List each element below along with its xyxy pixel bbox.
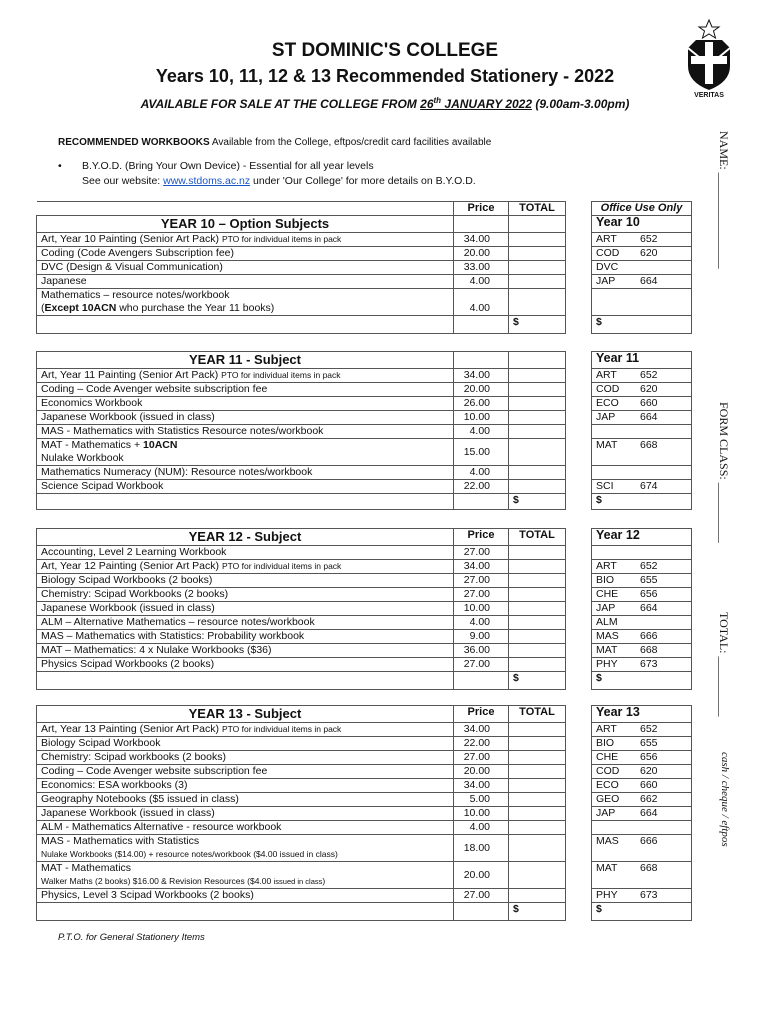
year12-title: YEAR 12 - Subject bbox=[37, 529, 454, 546]
total-cell[interactable] bbox=[509, 411, 566, 425]
office-number: 662 bbox=[640, 793, 658, 805]
item-name: Japanese Workbook (issued in class) bbox=[37, 602, 454, 616]
total-cell[interactable] bbox=[509, 275, 566, 289]
table-row bbox=[37, 616, 692, 630]
total-cell[interactable] bbox=[509, 439, 566, 466]
item-name: Mathematics Numeracy (NUM): Resource notes/workbook bbox=[37, 466, 454, 480]
office-code: SCI bbox=[596, 480, 614, 492]
office-number: 656 bbox=[640, 588, 658, 600]
total-cell[interactable] bbox=[509, 425, 566, 439]
office-code: MAS bbox=[596, 835, 619, 847]
item-name: MAS - Mathematics with Statistics bbox=[41, 835, 200, 847]
total-cell[interactable] bbox=[509, 588, 566, 602]
item-price: 27.00 bbox=[454, 658, 509, 672]
workbooks-text: Available from the College, eftpos/credit card facilities available bbox=[211, 137, 492, 148]
total-cell[interactable] bbox=[509, 630, 566, 644]
year10-office-dollar: $ bbox=[592, 316, 692, 334]
table-row bbox=[37, 835, 692, 862]
item-qualifier bbox=[41, 302, 449, 315]
item-price: 26.00 bbox=[454, 397, 509, 411]
item-price: 20.00 bbox=[454, 247, 509, 261]
header-spacer bbox=[37, 202, 454, 216]
year10-label: Year 10 bbox=[592, 216, 692, 233]
item-price: 4.00 bbox=[454, 466, 509, 480]
office-code: PHY bbox=[596, 658, 618, 670]
office-code: ECO bbox=[596, 397, 619, 409]
office-number: 652 bbox=[640, 560, 658, 572]
office-number: 674 bbox=[640, 480, 658, 492]
availability-hours: (9.00am-3.00pm) bbox=[535, 97, 630, 111]
office-number: 673 bbox=[640, 889, 658, 901]
total-header: TOTAL bbox=[509, 529, 566, 546]
office-code: COD bbox=[596, 383, 620, 395]
total-header: TOTAL bbox=[509, 202, 566, 216]
total-cell[interactable] bbox=[509, 602, 566, 616]
table-row bbox=[37, 480, 692, 494]
year11-total-dollar[interactable]: $ bbox=[509, 494, 566, 510]
table-row bbox=[37, 602, 692, 616]
document-subtitle: Years 10, 11, 12 & 13 Recommended Stationery - 2022 bbox=[155, 66, 615, 86]
payment-method-label: cash / cheque / eftpos bbox=[719, 752, 731, 847]
byod-line-2 bbox=[82, 174, 476, 189]
office-code: GEO bbox=[596, 793, 620, 805]
office-code: JAP bbox=[596, 602, 616, 614]
office-code: MAT bbox=[596, 439, 618, 451]
table-row bbox=[37, 560, 692, 574]
item-name: ALM - Mathematics Alternative - resource workbook bbox=[37, 821, 454, 835]
item-price: 5.00 bbox=[454, 793, 509, 807]
total-cell[interactable] bbox=[509, 644, 566, 658]
qualifier-bold: Except 10ACN bbox=[44, 302, 117, 314]
total-cell[interactable] bbox=[509, 397, 566, 411]
office-number: 620 bbox=[640, 765, 658, 777]
table-row bbox=[37, 723, 692, 737]
item-price: 20.00 bbox=[454, 862, 509, 889]
year10-table bbox=[36, 201, 692, 334]
office-code: ALM bbox=[596, 616, 618, 628]
crest-icon bbox=[684, 18, 734, 100]
item-name-text: MAT - Mathematics + bbox=[41, 439, 141, 451]
year13-label: Year 13 bbox=[592, 706, 692, 723]
item-name: Physics Scipad Workbooks (2 books) bbox=[37, 658, 454, 672]
item-price: 33.00 bbox=[454, 261, 509, 275]
item-price: 4.00 bbox=[454, 821, 509, 835]
year10-total-dollar[interactable]: $ bbox=[509, 316, 566, 334]
item-name: Japanese Workbook (issued in class) bbox=[37, 411, 454, 425]
table-row bbox=[37, 369, 692, 383]
total-cell[interactable] bbox=[509, 862, 566, 889]
office-code: MAT bbox=[596, 644, 618, 656]
item-price: 22.00 bbox=[454, 737, 509, 751]
item-price: 10.00 bbox=[454, 807, 509, 821]
item-name bbox=[41, 439, 449, 452]
total-cell[interactable] bbox=[509, 737, 566, 751]
office-number: 668 bbox=[640, 862, 658, 874]
year13-total-dollar[interactable]: $ bbox=[509, 903, 566, 921]
office-code: CHE bbox=[596, 751, 619, 763]
table-row bbox=[37, 889, 692, 903]
table-row bbox=[37, 411, 692, 425]
total-cell[interactable] bbox=[509, 480, 566, 494]
date-suffix: th bbox=[433, 96, 442, 105]
item-name: Art, Year 11 Painting (Senior Art Pack) bbox=[41, 369, 219, 381]
office-number: 673 bbox=[640, 658, 658, 670]
office-code: PHY bbox=[596, 889, 618, 901]
table-row bbox=[37, 779, 692, 793]
item-price: 20.00 bbox=[454, 765, 509, 779]
total-cell[interactable] bbox=[509, 779, 566, 793]
year12-label: Year 12 bbox=[592, 529, 692, 546]
office-number: 664 bbox=[640, 275, 658, 287]
year13-title: YEAR 13 - Subject bbox=[37, 706, 454, 723]
total-cell[interactable] bbox=[509, 383, 566, 397]
date-month-year: JANUARY 2022 bbox=[444, 97, 533, 111]
item-name: Coding – Code Avenger website subscription fee bbox=[37, 383, 454, 397]
office-number: 656 bbox=[640, 751, 658, 763]
workbooks-note bbox=[58, 137, 491, 148]
table-row bbox=[37, 765, 692, 779]
office-number: 655 bbox=[640, 737, 658, 749]
total-cell[interactable] bbox=[509, 765, 566, 779]
item-name-bold: 10ACN bbox=[143, 439, 178, 451]
qualifier-text: who purchase the Year 11 books) bbox=[119, 302, 275, 314]
office-number: 652 bbox=[640, 369, 658, 381]
office-number: 660 bbox=[640, 779, 658, 791]
year13-office-dollar: $ bbox=[592, 903, 692, 921]
total-cell[interactable] bbox=[509, 574, 566, 588]
table-row bbox=[37, 862, 692, 889]
item-name: Coding (Code Avengers Subscription fee) bbox=[37, 247, 454, 261]
table-row bbox=[37, 574, 692, 588]
price-header: Price bbox=[454, 202, 509, 216]
item-price: 9.00 bbox=[454, 630, 509, 644]
item-name: Art, Year 13 Painting (Senior Art Pack) bbox=[41, 723, 220, 735]
item-name: Geography Notebooks ($5 issued in class) bbox=[37, 793, 454, 807]
item-name: Japanese Workbook (issued in class) bbox=[37, 807, 454, 821]
office-number: 664 bbox=[640, 411, 658, 423]
office-number: 652 bbox=[640, 723, 658, 735]
item-note: PTO for individual items in pack bbox=[221, 370, 341, 380]
year11-table bbox=[36, 351, 692, 510]
office-number: 652 bbox=[640, 233, 658, 245]
paren-close: ) bbox=[322, 876, 326, 886]
college-crest bbox=[684, 18, 734, 100]
price-header: Price bbox=[454, 529, 509, 546]
item-subline bbox=[41, 875, 449, 888]
item-price: 4.00 bbox=[454, 425, 509, 439]
year11-office-dollar: $ bbox=[592, 494, 692, 510]
total-cell[interactable] bbox=[509, 793, 566, 807]
item-price: 4.00 bbox=[454, 289, 509, 316]
office-use-header: Office Use Only bbox=[592, 202, 692, 216]
office-code: ART bbox=[596, 233, 617, 245]
total-cell[interactable] bbox=[509, 289, 566, 316]
byod-see-website: See our website: bbox=[82, 175, 161, 187]
table-row bbox=[37, 737, 692, 751]
office-number: 666 bbox=[640, 835, 658, 847]
item-price: 27.00 bbox=[454, 546, 509, 560]
item-name: Coding – Code Avenger website subscription fee bbox=[37, 765, 454, 779]
total-cell[interactable] bbox=[509, 723, 566, 737]
office-code: JAP bbox=[596, 411, 616, 423]
byod-note bbox=[58, 159, 476, 189]
office-code: BIO bbox=[596, 737, 615, 749]
table-row bbox=[37, 644, 692, 658]
office-code: DVC bbox=[596, 261, 619, 273]
table-row bbox=[37, 397, 692, 411]
item-name: ALM – Alternative Mathematics – resource notes/workbook bbox=[37, 616, 454, 630]
office-number: 660 bbox=[640, 397, 658, 409]
item-price: 4.00 bbox=[454, 275, 509, 289]
table-row bbox=[37, 466, 692, 480]
year10-title: YEAR 10 – Option Subjects bbox=[37, 216, 454, 233]
item-name: Chemistry: Scipad workbooks (2 books) bbox=[37, 751, 454, 765]
year11-title: YEAR 11 - Subject bbox=[37, 352, 454, 369]
item-name: Biology Scipad Workbook bbox=[37, 737, 454, 751]
item-name: Chemistry: Scipad Workbooks (2 books) bbox=[37, 588, 454, 602]
total-cell[interactable] bbox=[509, 835, 566, 862]
item-price: 34.00 bbox=[454, 779, 509, 793]
table-row bbox=[37, 658, 692, 672]
item-price: 36.00 bbox=[454, 644, 509, 658]
item-subline: Nulake Workbooks ($14.00) + resource notes/workbook ($4.00 issued in class) bbox=[41, 849, 338, 859]
item-name: MAS – Mathematics with Statistics: Probability workbook bbox=[37, 630, 454, 644]
office-code: JAP bbox=[596, 275, 616, 287]
byod-details: under 'Our College' for more details on B.Y.O.D. bbox=[253, 175, 476, 187]
office-code: ART bbox=[596, 723, 617, 735]
total-header: TOTAL bbox=[509, 706, 566, 723]
item-note: PTO for individual items in pack bbox=[221, 724, 342, 734]
item-name: Art, Year 12 Painting (Senior Art Pack) bbox=[41, 560, 220, 572]
table-row bbox=[37, 807, 692, 821]
total-cell[interactable] bbox=[509, 369, 566, 383]
college-title: ST DOMINIC'S COLLEGE bbox=[271, 40, 499, 61]
item-name: Economics: ESA workbooks (3) bbox=[37, 779, 454, 793]
item-price: 27.00 bbox=[454, 574, 509, 588]
office-number: 655 bbox=[640, 574, 658, 586]
total-cell[interactable] bbox=[509, 466, 566, 480]
table-row bbox=[37, 439, 692, 466]
item-subline: Nulake Workbook bbox=[41, 452, 124, 464]
item-price: 34.00 bbox=[454, 233, 509, 247]
item-price: 27.00 bbox=[454, 588, 509, 602]
table-row bbox=[37, 289, 692, 316]
table-row bbox=[37, 751, 692, 765]
year12-office-dollar: $ bbox=[592, 672, 692, 690]
office-code: MAS bbox=[596, 630, 619, 642]
item-price: 27.00 bbox=[454, 751, 509, 765]
office-code: ART bbox=[596, 369, 617, 381]
total-cell[interactable] bbox=[509, 821, 566, 835]
year11-label: Year 11 bbox=[592, 352, 692, 369]
office-code: MAT bbox=[596, 862, 618, 874]
total-cell[interactable] bbox=[509, 616, 566, 630]
item-note: PTO for individual items in pack bbox=[221, 234, 342, 244]
item-price: 15.00 bbox=[454, 439, 509, 466]
office-code: BIO bbox=[596, 574, 615, 586]
office-number: 620 bbox=[640, 247, 658, 259]
total-cell[interactable] bbox=[509, 751, 566, 765]
item-name: MAT - Mathematics bbox=[41, 862, 132, 874]
total-cell[interactable] bbox=[509, 889, 566, 903]
availability-prefix: AVAILABLE FOR SALE AT THE COLLEGE FROM bbox=[140, 97, 417, 111]
item-price: 34.00 bbox=[454, 560, 509, 574]
item-name: Mathematics – resource notes/workbook bbox=[41, 289, 230, 301]
table-row bbox=[37, 630, 692, 644]
office-code: JAP bbox=[596, 807, 616, 819]
workbooks-heading: RECOMMENDED WORKBOOKS bbox=[58, 137, 210, 148]
total-cell[interactable] bbox=[509, 807, 566, 821]
date-day: 26 bbox=[420, 97, 434, 111]
byod-line-1: B.Y.O.D. (Bring Your Own Device) - Essential for all year levels bbox=[82, 160, 374, 172]
table-row bbox=[37, 821, 692, 835]
pto-footer: P.T.O. for General Stationery Items bbox=[58, 932, 205, 943]
office-number: 668 bbox=[640, 644, 658, 656]
item-price: 22.00 bbox=[454, 480, 509, 494]
year13-table bbox=[36, 705, 692, 921]
table-row bbox=[37, 275, 692, 289]
item-name: MAT – Mathematics: 4 x Nulake Workbooks ($36) bbox=[37, 644, 454, 658]
item-price: 10.00 bbox=[454, 411, 509, 425]
item-price: 10.00 bbox=[454, 602, 509, 616]
office-code: CHE bbox=[596, 588, 619, 600]
subline-small: issued in class bbox=[273, 877, 323, 886]
name-field-label[interactable]: NAME: ________________ bbox=[717, 131, 731, 269]
price-header: Price bbox=[454, 706, 509, 723]
item-name: Economics Workbook bbox=[37, 397, 454, 411]
total-cell[interactable] bbox=[509, 658, 566, 672]
item-note: PTO for individual items in pack bbox=[221, 561, 342, 571]
office-code: COD bbox=[596, 765, 620, 777]
office-number: 666 bbox=[640, 630, 658, 642]
total-cell[interactable] bbox=[509, 233, 566, 247]
table-row bbox=[37, 233, 692, 247]
total-cell[interactable] bbox=[509, 560, 566, 574]
item-name: Accounting, Level 2 Learning Workbook bbox=[37, 546, 454, 560]
table-row bbox=[37, 383, 692, 397]
crest-motto: VERITAS bbox=[694, 92, 724, 99]
item-name: Art, Year 10 Painting (Senior Art Pack) bbox=[41, 233, 220, 245]
item-name: Physics, Level 3 Scipad Workbooks (2 books) bbox=[37, 889, 454, 903]
item-price: 18.00 bbox=[454, 835, 509, 862]
table-row bbox=[37, 546, 692, 560]
item-name: DVC (Design & Visual Communication) bbox=[37, 261, 454, 275]
paren-open: ( bbox=[41, 302, 45, 314]
total-field-label[interactable]: TOTAL: __________ bbox=[717, 612, 731, 717]
item-price: 4.00 bbox=[454, 616, 509, 630]
table-row bbox=[37, 793, 692, 807]
total-cell[interactable] bbox=[509, 546, 566, 560]
office-number: 620 bbox=[640, 383, 658, 395]
item-price: 34.00 bbox=[454, 369, 509, 383]
item-price: 20.00 bbox=[454, 383, 509, 397]
office-number: 664 bbox=[640, 602, 658, 614]
year12-total-dollar[interactable]: $ bbox=[509, 672, 566, 690]
item-price: 27.00 bbox=[454, 889, 509, 903]
table-row bbox=[37, 588, 692, 602]
bullet-icon: • bbox=[58, 160, 62, 172]
item-name: Science Scipad Workbook bbox=[37, 480, 454, 494]
form-class-field-label[interactable]: FORM CLASS: __________ bbox=[717, 402, 731, 543]
office-code: COD bbox=[596, 247, 620, 259]
office-number: 668 bbox=[640, 439, 658, 451]
table-row bbox=[37, 425, 692, 439]
item-name: Japanese bbox=[37, 275, 454, 289]
availability-line bbox=[0, 96, 770, 111]
total-cell[interactable] bbox=[509, 247, 566, 261]
office-code: ECO bbox=[596, 779, 619, 791]
office-number: 664 bbox=[640, 807, 658, 819]
item-name: Biology Scipad Workbooks (2 books) bbox=[37, 574, 454, 588]
total-cell[interactable] bbox=[509, 261, 566, 275]
item-name: MAS - Mathematics with Statistics Resource notes/workbook bbox=[37, 425, 454, 439]
table-row bbox=[37, 261, 692, 275]
subline-text: Walker Maths (2 books) $16.00 & Revision Resources ($4.00 bbox=[41, 876, 272, 886]
availability-date bbox=[420, 97, 532, 111]
website-link[interactable]: www.stdoms.ac.nz bbox=[163, 175, 251, 187]
table-row bbox=[37, 247, 692, 261]
year12-table bbox=[36, 528, 692, 690]
item-price: 34.00 bbox=[454, 723, 509, 737]
office-code: ART bbox=[596, 560, 617, 572]
